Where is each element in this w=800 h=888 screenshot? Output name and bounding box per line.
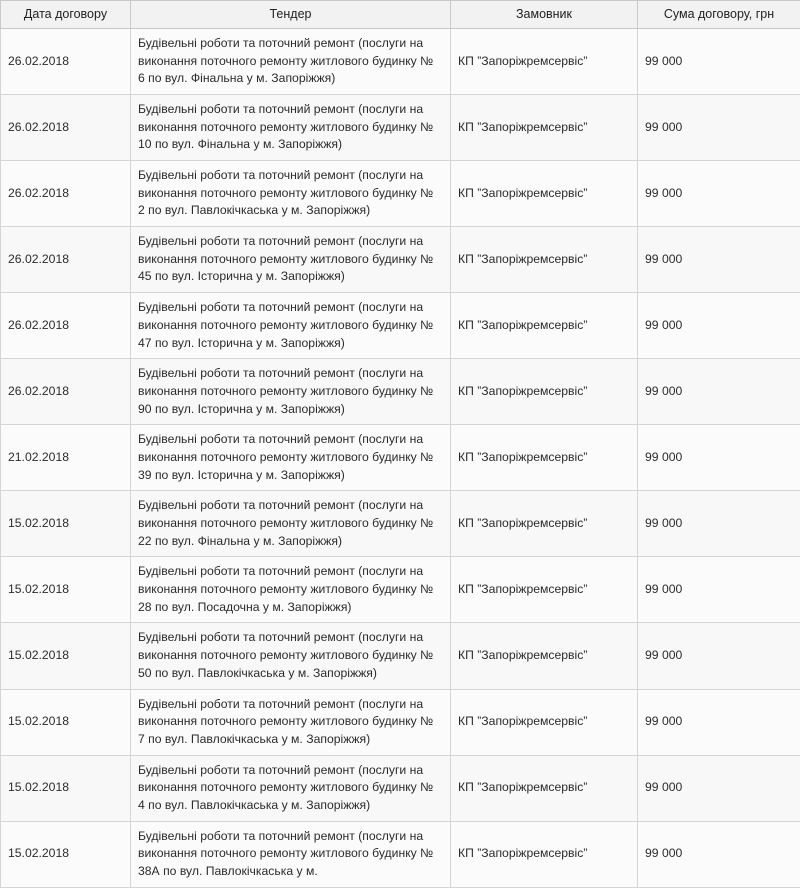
- cell-date: 15.02.2018: [1, 491, 131, 557]
- cell-buyer: КП ”Запоріжремсервіс”: [451, 161, 638, 227]
- cell-tender: Будівельні роботи та поточний ремонт (послуги на виконання поточного ремонту житлового будинку № 38А по вул. Павлокічкаська у м.: [131, 821, 451, 887]
- table-row: [1, 557, 800, 623]
- cell-tender: Будівельні роботи та поточний ремонт (послуги на виконання поточного ремонту житлового будинку № 10 по вул. Фінальна у м. Запоріжжя): [131, 94, 451, 160]
- cell-tender: Будівельні роботи та поточний ремонт (послуги на виконання поточного ремонту житлового будинку № 6 по вул. Фінальна у м. Запоріжжя): [131, 28, 451, 94]
- cell-date: 26.02.2018: [1, 359, 131, 425]
- table-header: [1, 1, 800, 29]
- cell-date: 26.02.2018: [1, 161, 131, 227]
- cell-buyer: КП ”Запоріжремсервіс”: [451, 293, 638, 359]
- cell-date: 15.02.2018: [1, 821, 131, 887]
- cell-tender: Будівельні роботи та поточний ремонт (послуги на виконання поточного ремонту житлового будинку № 45 по вул. Історична у м. Запоріжжя): [131, 227, 451, 293]
- cell-buyer: КП ”Запоріжремсервіс”: [451, 689, 638, 755]
- table-row: [1, 623, 800, 689]
- cell-date: 26.02.2018: [1, 94, 131, 160]
- cell-amount: 99 000: [638, 623, 800, 689]
- cell-amount: 99 000: [638, 821, 800, 887]
- cell-amount: 99 000: [638, 557, 800, 623]
- cell-amount: 99 000: [638, 755, 800, 821]
- cell-buyer: КП ”Запоріжремсервіс”: [451, 821, 638, 887]
- cell-date: 15.02.2018: [1, 689, 131, 755]
- cell-buyer: КП ”Запоріжремсервіс”: [451, 491, 638, 557]
- cell-date: 21.02.2018: [1, 425, 131, 491]
- table-row: [1, 425, 800, 491]
- cell-amount: 99 000: [638, 293, 800, 359]
- cell-tender: Будівельні роботи та поточний ремонт (послуги на виконання поточного ремонту житлового будинку № 22 по вул. Фінальна у м. Запоріжжя): [131, 491, 451, 557]
- cell-date: 15.02.2018: [1, 623, 131, 689]
- table-header-row: [1, 1, 800, 29]
- table-body: [1, 28, 800, 887]
- cell-tender: Будівельні роботи та поточний ремонт (послуги на виконання поточного ремонту житлового будинку № 90 по вул. Історична у м. Запоріжжя): [131, 359, 451, 425]
- table-row: [1, 821, 800, 887]
- cell-tender: Будівельні роботи та поточний ремонт (послуги на виконання поточного ремонту житлового будинку № 50 по вул. Павлокічкаська у м. Запоріжжя): [131, 623, 451, 689]
- cell-tender: Будівельні роботи та поточний ремонт (послуги на виконання поточного ремонту житлового будинку № 39 по вул. Історична у м. Запоріжжя): [131, 425, 451, 491]
- table-row: [1, 359, 800, 425]
- cell-amount: 99 000: [638, 94, 800, 160]
- cell-amount: 99 000: [638, 689, 800, 755]
- table-row: [1, 293, 800, 359]
- cell-tender: Будівельні роботи та поточний ремонт (послуги на виконання поточного ремонту житлового будинку № 47 по вул. Історична у м. Запоріжжя): [131, 293, 451, 359]
- cell-date: 26.02.2018: [1, 227, 131, 293]
- cell-tender: Будівельні роботи та поточний ремонт (послуги на виконання поточного ремонту житлового будинку № 2 по вул. Павлокічкаська у м. Запоріжжя): [131, 161, 451, 227]
- column-header-buyer: Замовник: [451, 1, 638, 29]
- cell-tender: Будівельні роботи та поточний ремонт (послуги на виконання поточного ремонту житлового будинку № 28 по вул. Посадочна у м. Запоріжжя): [131, 557, 451, 623]
- cell-date: 26.02.2018: [1, 28, 131, 94]
- cell-buyer: КП ”Запоріжремсервіс”: [451, 755, 638, 821]
- cell-tender: Будівельні роботи та поточний ремонт (послуги на виконання поточного ремонту житлового будинку № 7 по вул. Павлокічкаська у м. Запоріжжя): [131, 689, 451, 755]
- cell-buyer: КП ”Запоріжремсервіс”: [451, 28, 638, 94]
- column-header-amount: Сума договору, грн: [638, 1, 800, 29]
- table-row: [1, 755, 800, 821]
- cell-buyer: КП ”Запоріжремсервіс”: [451, 94, 638, 160]
- cell-buyer: КП ”Запоріжремсервіс”: [451, 557, 638, 623]
- table-row: [1, 227, 800, 293]
- cell-date: 15.02.2018: [1, 755, 131, 821]
- cell-amount: 99 000: [638, 28, 800, 94]
- table-row: [1, 94, 800, 160]
- table-row: [1, 161, 800, 227]
- cell-buyer: КП ”Запоріжремсервіс”: [451, 425, 638, 491]
- cell-amount: 99 000: [638, 425, 800, 491]
- table-row: [1, 491, 800, 557]
- cell-amount: 99 000: [638, 227, 800, 293]
- cell-buyer: КП ”Запоріжремсервіс”: [451, 359, 638, 425]
- cell-amount: 99 000: [638, 359, 800, 425]
- cell-buyer: КП ”Запоріжремсервіс”: [451, 227, 638, 293]
- table-row: [1, 689, 800, 755]
- cell-tender: Будівельні роботи та поточний ремонт (послуги на виконання поточного ремонту житлового будинку № 4 по вул. Павлокічкаська у м. Запоріжжя): [131, 755, 451, 821]
- cell-date: 26.02.2018: [1, 293, 131, 359]
- cell-buyer: КП ”Запоріжремсервіс”: [451, 623, 638, 689]
- column-header-date: Дата договору: [1, 1, 131, 29]
- cell-date: 15.02.2018: [1, 557, 131, 623]
- cell-amount: 99 000: [638, 491, 800, 557]
- column-header-tender: Тендер: [131, 1, 451, 29]
- table-row: [1, 28, 800, 94]
- cell-amount: 99 000: [638, 161, 800, 227]
